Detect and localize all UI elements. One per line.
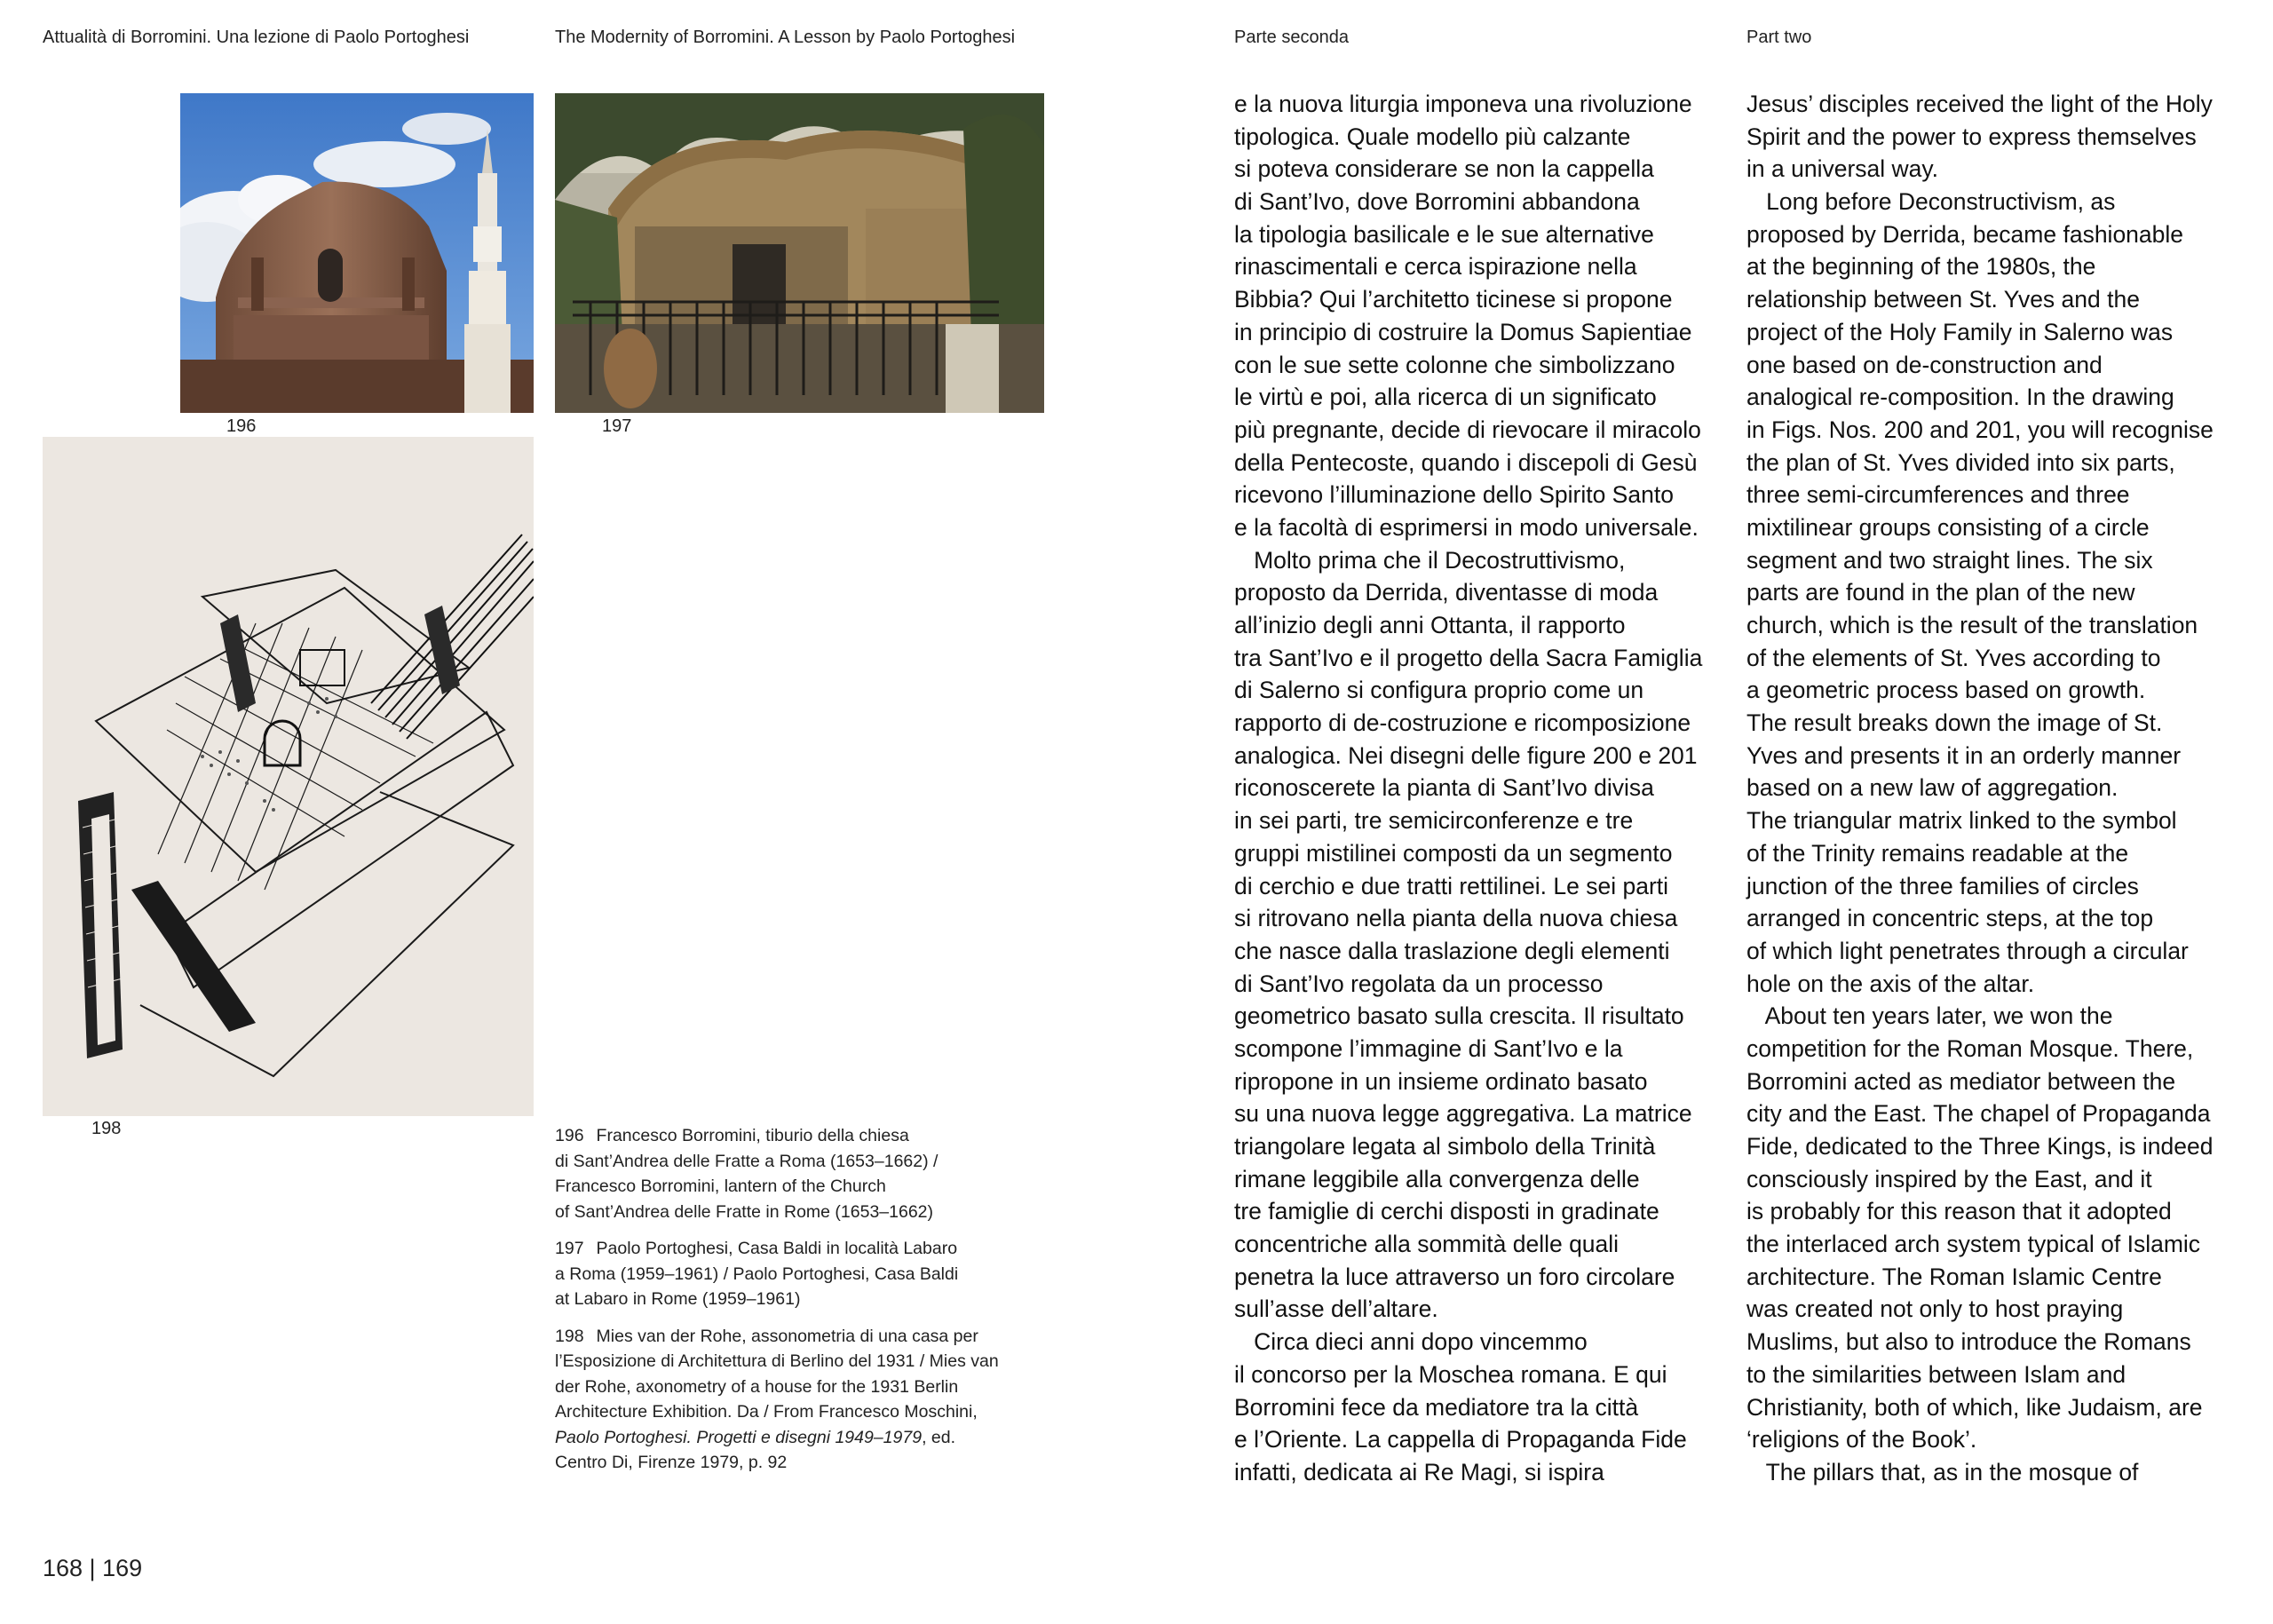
body-line: della Pentecoste, quando i discepoli di Gesù <box>1234 448 1698 476</box>
caption-number: 197 <box>555 1239 584 1258</box>
body-line: più pregnante, decide di rievocare il miracolo <box>1234 416 1701 443</box>
body-line: scompone l’immagine di Sant’Ivo e la <box>1234 1034 1623 1062</box>
body-line: e la nuova liturgia imponeva una rivoluzione <box>1234 91 1692 117</box>
body-line: con le sue sette colonne che simbolizzano <box>1234 351 1675 378</box>
body-line: three semi-circumferences and three <box>1746 481 2130 509</box>
caption-198 <box>555 1324 1061 1476</box>
body-line: The result breaks down the image of St. <box>1746 709 2163 737</box>
body-line: infatti, dedicata ai Re Magi, si ispira <box>1234 1458 1604 1485</box>
caption-number: 196 <box>555 1126 584 1145</box>
body-line: relationship between St. Yves and the <box>1746 286 2140 313</box>
body-line: tre famiglie di cerchi disposti in gradinate <box>1234 1198 1659 1225</box>
caption-line: Mies van der Rohe, assonometria di una casa per <box>596 1326 978 1346</box>
body-line: in sei parti, tre semicirconferenze e tre <box>1234 807 1634 835</box>
body-line: riconoscerete la pianta di Sant’Ivo divisa <box>1234 774 1654 802</box>
body-line: Spirit and the power to express themselves <box>1746 123 2197 150</box>
body-line: in a universal way. <box>1746 155 1939 183</box>
body-line: Fide, dedicated to the Three Kings, is indeed <box>1746 1133 2214 1160</box>
body-line: su una nuova legge aggregativa. La matrice <box>1234 1100 1692 1128</box>
body-line: rapporto di de-costruzione e ricomposizione <box>1234 709 1691 737</box>
body-line: di Salerno si configura proprio come un <box>1234 677 1644 704</box>
caption-line: a Roma (1959–1961) / Paolo Portoghesi, Casa Baldi <box>555 1264 959 1284</box>
body-line: in Figs. Nos. 200 and 201, you will recognise <box>1746 416 2214 443</box>
body-line: all’inizio degli anni Ottanta, il rapporto <box>1234 612 1626 638</box>
body-line: proposto da Derrida, diventasse di moda <box>1234 579 1659 606</box>
body-line: il concorso per la Moschea romana. E qui <box>1234 1360 1667 1388</box>
body-line: penetra la luce attraverso un foro circolare <box>1234 1263 1675 1290</box>
body-line: segment and two straight lines. The six <box>1746 546 2153 574</box>
body-line: About ten years later, we won the <box>1746 1002 2113 1030</box>
body-line: gruppi mistilinei composti da un segmento <box>1234 839 1673 867</box>
body-line: triangolare legata al simbolo della Trinità <box>1234 1133 1656 1160</box>
figure-198-number: 198 <box>91 1119 122 1138</box>
body-line: parts are found in the plan of the new <box>1746 579 2135 606</box>
body-line: che nasce dalla traslazione degli elementi <box>1234 937 1670 964</box>
body-line: analogical re-composition. In the drawing <box>1746 384 2174 411</box>
caption-line: of Sant’Andrea delle Fratte in Rome (1653–1662) <box>555 1201 934 1222</box>
running-head-left-en: The Modernity of Borromini. A Lesson by Paolo Portoghesi <box>555 28 1016 47</box>
body-line: church, which is the result of the translation <box>1746 612 2198 638</box>
caption-line: Centro Di, Firenze 1979, p. 92 <box>555 1453 788 1472</box>
body-line: di Sant’Ivo, dove Borromini abbandona <box>1234 188 1640 216</box>
caption-book-title: Paolo Portoghesi. Progetti e disegni 1949–1979 <box>555 1427 923 1447</box>
body-line: Christianity, both of which, like Judaism, are <box>1746 1393 2203 1421</box>
body-line: rimane leggibile alla convergenza delle <box>1234 1165 1640 1192</box>
body-line: of which light penetrates through a circular <box>1746 937 2189 964</box>
body-line: sull’asse dell’altare. <box>1234 1295 1438 1323</box>
body-line: di Sant’Ivo regolata da un processo <box>1234 970 1604 997</box>
caption-line: Paolo Portoghesi, Casa Baldi in località Labaro <box>596 1239 958 1258</box>
caption-line: l’Esposizione di Architettura di Berlino del 1931 / Mies van <box>555 1351 999 1371</box>
body-line: analogica. Nei disegni delle figure 200 e 201 <box>1234 741 1698 769</box>
body-line: tipologica. Quale modello più calzante <box>1234 123 1631 150</box>
body-line: Borromini fece da mediatore tra la città <box>1234 1393 1639 1421</box>
body-line: Circa dieci anni dopo vincemmo <box>1234 1328 1588 1356</box>
body-line: mixtilinear groups consisting of a circle <box>1746 513 2150 541</box>
body-line: ricevono l’illuminazione dello Spirito Santo <box>1234 481 1674 509</box>
body-line: a geometric process based on growth. <box>1746 677 2146 704</box>
body-line: competition for the Roman Mosque. There, <box>1746 1034 2194 1062</box>
body-line: of the Trinity remains readable at the <box>1746 839 2129 867</box>
body-line: la tipologia basilicale e le sue alternative <box>1234 220 1654 248</box>
body-line: Jesus’ disciples received the light of the Holy <box>1746 91 2213 117</box>
body-line: ripropone in un insieme ordinato basato <box>1234 1067 1648 1095</box>
caption-line: , ed. <box>922 1427 956 1447</box>
body-line: to the similarities between Islam and <box>1746 1360 2126 1388</box>
body-line: hole on the axis of the altar. <box>1746 970 2035 997</box>
body-line: tra Sant’Ivo e il progetto della Sacra Famiglia <box>1234 644 1703 671</box>
body-text-italian <box>1234 88 1702 1489</box>
page-numbers: 168 | 169 <box>43 1555 143 1581</box>
figure-197-photo <box>555 93 1044 413</box>
figure-196-photo <box>180 93 534 413</box>
body-line: architecture. The Roman Islamic Centre <box>1746 1263 2162 1290</box>
body-line: Muslims, but also to introduce the Romans <box>1746 1328 2191 1356</box>
figure-197-number: 197 <box>602 416 632 436</box>
body-line: in principio di costruire la Domus Sapientiae <box>1234 318 1692 345</box>
body-line: The triangular matrix linked to the symbol <box>1746 807 2177 835</box>
body-line: at the beginning of the 1980s, the <box>1746 253 2096 281</box>
body-line: the interlaced arch system typical of Islamic <box>1746 1231 2201 1258</box>
body-line: one based on de-construction and <box>1746 351 2103 378</box>
body-line: rinascimentali e cerca ispirazione nella <box>1234 253 1637 281</box>
body-line: is probably for this reason that it adopted <box>1746 1198 2172 1225</box>
body-line: Long before Deconstructivism, as <box>1746 188 2116 216</box>
caption-line: di Sant’Andrea delle Fratte a Roma (1653–1662) / <box>555 1151 939 1171</box>
body-line: si poteva considerare se non la cappella <box>1234 155 1654 183</box>
body-line: Molto prima che il Decostruttivismo, <box>1234 546 1626 574</box>
body-line: le virtù e poi, alla ricerca di un significato <box>1234 384 1657 411</box>
body-line: project of the Holy Family in Salerno was <box>1746 318 2174 345</box>
body-line: junction of the three families of circles <box>1746 872 2139 899</box>
body-line: e l’Oriente. La cappella di Propaganda Fide <box>1234 1426 1687 1454</box>
running-head-left-it: Attualità di Borromini. Una lezione di Paolo Portoghesi <box>43 28 470 47</box>
caption-number: 198 <box>555 1326 584 1346</box>
body-line: arranged in concentric steps, at the top <box>1746 905 2154 932</box>
caption-line: Francesco Borromini, lantern of the Church <box>555 1176 886 1196</box>
body-line: si ritrovano nella pianta della nuova chiesa <box>1234 905 1678 932</box>
body-line: e la facoltà di esprimersi in modo universale. <box>1234 513 1699 541</box>
body-line: was created not only to host praying <box>1746 1295 2124 1323</box>
body-line: The pillars that, as in the mosque of <box>1746 1458 2139 1485</box>
caption-line: at Labaro in Rome (1959–1961) <box>555 1289 801 1309</box>
body-line: concentriche alla sommità delle quali <box>1234 1231 1620 1258</box>
body-line: geometrico basato sulla crescita. Il risultato <box>1234 1002 1684 1030</box>
body-line: based on a new law of aggregation. <box>1746 774 2119 802</box>
figure-198-drawing <box>43 437 534 1116</box>
body-line: Yves and presents it in an orderly manner <box>1746 741 2182 769</box>
running-head-right-en: Part two <box>1746 28 1812 47</box>
body-text-english <box>1746 88 2214 1489</box>
body-line: city and the East. The chapel of Propaganda <box>1746 1100 2211 1128</box>
caption-196 <box>555 1123 1061 1224</box>
body-line: of the elements of St. Yves according to <box>1746 644 2161 671</box>
body-line: Bibbia? Qui l’architetto ticinese si propone <box>1234 286 1673 313</box>
figure-196-number: 196 <box>226 416 257 436</box>
caption-line: der Rohe, axonometry of a house for the 1931 Berlin <box>555 1376 959 1397</box>
body-line: ‘religions of the Book’. <box>1746 1426 1977 1454</box>
body-line: consciously inspired by the East, and it <box>1746 1165 2152 1192</box>
body-line: Borromini acted as mediator between the <box>1746 1067 2176 1095</box>
body-line: proposed by Derrida, became fashionable <box>1746 220 2184 248</box>
running-head-right-it: Parte seconda <box>1234 28 1349 47</box>
body-line: the plan of St. Yves divided into six parts, <box>1746 448 2175 476</box>
body-line: di cerchio e due tratti rettilinei. Le sei parti <box>1234 872 1669 899</box>
figure-captions <box>555 1123 1061 1487</box>
caption-197 <box>555 1236 1061 1312</box>
caption-line: Architecture Exhibition. Da / From Francesco Moschini, <box>555 1402 978 1422</box>
caption-line: Francesco Borromini, tiburio della chiesa <box>596 1126 909 1145</box>
